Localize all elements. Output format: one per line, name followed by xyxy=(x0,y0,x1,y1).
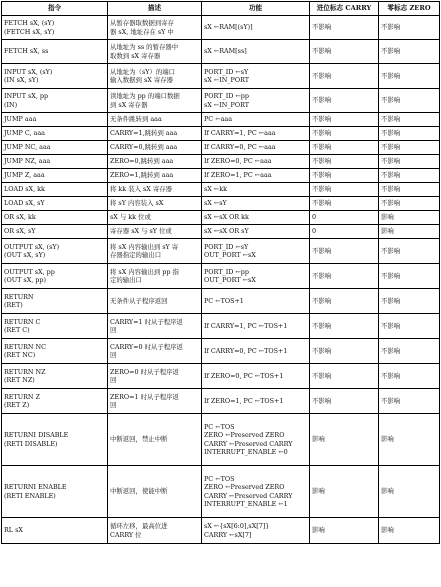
description-cell-line: 将 sY 内容装入 sX xyxy=(110,199,164,208)
table-row xyxy=(2,414,440,466)
function-cell-line: If CARRY=0, PC ←aaa xyxy=(204,143,276,152)
function-cell-line: CARRY ←Preserved CARRY xyxy=(204,491,293,500)
header-carry-flag: 进位标志 CARRY xyxy=(310,2,379,16)
description-cell-line: 将 sX 内容输出到 pp 指 xyxy=(110,267,179,276)
instruction-cell-line: OR sX, sY xyxy=(4,227,36,236)
description-cell xyxy=(108,169,202,183)
table-row xyxy=(2,127,440,141)
instruction-cell xyxy=(2,113,108,127)
description-cell xyxy=(108,155,202,169)
carry-flag-cell: 影响 xyxy=(310,466,379,518)
carry-flag-cell: 不影响 xyxy=(310,239,379,264)
description-cell-line: 从暂存器取数据到寄存 xyxy=(110,19,174,28)
instruction-cell-line: (FETCH sX, sY) xyxy=(4,27,55,36)
function-cell-line: PC ←aaa xyxy=(204,115,233,124)
table-row xyxy=(2,89,440,113)
instruction-cell-line: RETURNI ENABLE xyxy=(4,483,67,492)
description-cell xyxy=(108,518,202,544)
description-cell-line: 回 xyxy=(110,376,117,384)
instruction-cell-line: RETURN Z xyxy=(4,392,41,401)
function-cell-line: PORT_ID ←sY xyxy=(204,242,249,251)
zero-flag-cell: 不影响 xyxy=(379,113,440,127)
description-cell-line: CARRY=0,跳转到 aaa xyxy=(110,143,178,152)
function-cell-line: PORT_ID ←sY xyxy=(204,67,249,76)
function-cell-line: CARRY ←Preserved CARRY xyxy=(204,439,293,448)
function-cell xyxy=(202,155,310,169)
instruction-cell-line: (OUT sX, sY) xyxy=(4,251,46,259)
function-cell xyxy=(202,183,310,197)
zero-flag-cell: 不影响 xyxy=(379,339,440,364)
description-cell-line: 取数到 sX 寄存器 xyxy=(110,51,161,60)
function-cell xyxy=(202,414,310,466)
description-cell-line: 中断返回，使能中断 xyxy=(110,487,168,496)
function-cell-line: PORT_ID ←pp xyxy=(204,267,249,276)
description-cell-line: 寄存器 sX 与 sY 位或 xyxy=(110,227,172,236)
function-cell xyxy=(202,211,310,225)
description-cell xyxy=(108,141,202,155)
instruction-cell xyxy=(2,314,108,339)
zero-flag-cell: 不影响 xyxy=(379,40,440,64)
carry-flag-cell: 不影响 xyxy=(310,141,379,155)
zero-flag-cell: 不影响 xyxy=(379,239,440,264)
function-cell-line: OUT_PORT ←sX xyxy=(204,251,256,259)
function-cell-line: If ZERO=0, PC ←TOS+1 xyxy=(204,371,284,380)
carry-flag-cell: 不影响 xyxy=(310,16,379,40)
zero-flag-cell: 不影响 xyxy=(379,183,440,197)
carry-flag-cell: 不影响 xyxy=(310,339,379,364)
table-row xyxy=(2,40,440,64)
function-cell-line: PORT_ID ←pp xyxy=(204,92,249,101)
function-cell-line: INTERRUPT_ENABLE ←1 xyxy=(204,499,288,508)
instruction-cell xyxy=(2,89,108,113)
function-cell-line: sX ←sX OR sY xyxy=(204,227,249,236)
function-cell-line: sX ←sX OR kk xyxy=(204,213,249,222)
instruction-cell xyxy=(2,155,108,169)
instruction-cell-line: JUMP NC, aaa xyxy=(4,143,51,152)
instruction-cell xyxy=(2,264,108,289)
description-cell-line: CARRY=1 时从子程序返 xyxy=(110,317,183,326)
description-cell-line: 从地址为 ss 的暂存器中 xyxy=(110,43,179,52)
instruction-cell-line: LOAD sX, sY xyxy=(4,199,45,208)
description-cell xyxy=(108,113,202,127)
description-cell-line: CARRY=0 时从子程序返 xyxy=(110,342,183,351)
instruction-cell-line: (RET Z) xyxy=(4,401,30,409)
description-cell xyxy=(108,239,202,264)
zero-flag-cell: 不影响 xyxy=(379,314,440,339)
header-instruction: 指令 xyxy=(2,2,108,16)
function-cell-line: sX ←IN_PORT xyxy=(204,100,250,109)
instruction-cell xyxy=(2,414,108,466)
description-cell-line: 器 sX, 地址存在 sY 中 xyxy=(110,27,174,36)
function-cell-line: sX ←{sX[6:0],sX[7]} xyxy=(204,522,270,531)
function-cell-line: sX ←RAM[ss] xyxy=(204,47,247,56)
function-cell-line: PC ←TOS xyxy=(204,474,235,483)
carry-flag-cell: 不影响 xyxy=(310,89,379,113)
zero-flag-cell: 影响 xyxy=(379,466,440,518)
function-cell-line: ZERO ←Preserved ZERO xyxy=(204,431,285,440)
zero-flag-cell: 影响 xyxy=(379,518,440,544)
table-row xyxy=(2,169,440,183)
instruction-cell-line: (IN sX, sY) xyxy=(4,76,39,84)
description-cell-line: 读地址为 pp 的端口数据 xyxy=(110,92,180,101)
function-cell-line: If CARRY=1, PC ←aaa xyxy=(204,129,276,138)
function-cell xyxy=(202,466,310,518)
description-cell xyxy=(108,16,202,40)
function-cell xyxy=(202,518,310,544)
instruction-cell-line: (RETI ENABLE) xyxy=(4,491,56,500)
instruction-cell xyxy=(2,466,108,518)
instruction-cell xyxy=(2,183,108,197)
carry-flag-cell: 不影响 xyxy=(310,169,379,183)
instruction-cell-line: (RET C) xyxy=(4,326,30,334)
instruction-cell-line: LOAD sX, kk xyxy=(4,185,45,194)
carry-flag-cell: 不影响 xyxy=(310,113,379,127)
table-row xyxy=(2,155,440,169)
instruction-cell-line: (RET NC) xyxy=(4,351,36,359)
description-cell-line: 存器指定的输出口 xyxy=(110,251,162,259)
carry-flag-cell: 不影响 xyxy=(310,289,379,314)
zero-flag-cell: 不影响 xyxy=(379,264,440,289)
description-cell-line: ZERO=0,跳转到 aaa xyxy=(110,157,174,166)
table-row xyxy=(2,364,440,389)
zero-flag-cell: 不影响 xyxy=(379,389,440,414)
instruction-cell xyxy=(2,16,108,40)
description-cell xyxy=(108,466,202,518)
table-row xyxy=(2,183,440,197)
function-cell xyxy=(202,64,310,89)
carry-flag-cell: 影响 xyxy=(310,414,379,466)
instruction-cell-line: JUMP aaa xyxy=(4,115,37,124)
function-cell-line: If ZERO=0, PC ←aaa xyxy=(204,157,272,166)
instruction-cell xyxy=(2,339,108,364)
instruction-cell-line: RETURN C xyxy=(4,317,41,326)
instruction-cell-line: RETURN NC xyxy=(4,342,47,351)
function-cell-line: ZERO ←Preserved ZERO xyxy=(204,483,285,492)
instruction-cell xyxy=(2,518,108,544)
description-cell-line: 无条件跳转到 aaa xyxy=(110,115,162,124)
function-cell xyxy=(202,264,310,289)
instruction-cell-line: RETURN NZ xyxy=(4,367,46,376)
description-cell-line: 中断返回，禁止中断 xyxy=(110,435,168,444)
instruction-cell-line: INPUT sX, pp xyxy=(4,92,49,101)
description-cell-line: 从地址为（sY）的端口 xyxy=(110,67,176,76)
table-row xyxy=(2,314,440,339)
instruction-cell xyxy=(2,127,108,141)
instruction-cell-line: (RET) xyxy=(4,301,23,309)
function-cell-line: INTERRUPT_ENABLE ←0 xyxy=(204,447,288,456)
description-cell-line: ZERO=1 时从子程序返 xyxy=(110,392,179,401)
table-row xyxy=(2,16,440,40)
instruction-cell xyxy=(2,289,108,314)
zero-flag-cell: 影响 xyxy=(379,414,440,466)
function-cell xyxy=(202,127,310,141)
function-cell xyxy=(202,339,310,364)
instruction-cell-line: RL sX xyxy=(4,526,23,535)
instruction-cell-line: JUMP Z, aaa xyxy=(4,171,45,180)
function-cell-line: If CARRY=0, PC ←TOS+1 xyxy=(204,346,288,355)
description-cell-line: 回 xyxy=(110,326,117,334)
instruction-cell-line: OUTPUT sX, pp xyxy=(4,267,55,276)
carry-flag-cell: 不影响 xyxy=(310,364,379,389)
zero-flag-cell: 不影响 xyxy=(379,169,440,183)
function-cell xyxy=(202,389,310,414)
carry-flag-cell: 不影响 xyxy=(310,40,379,64)
instruction-cell-line: FETCH sX, ss xyxy=(4,47,49,56)
table-row xyxy=(2,518,440,544)
description-cell xyxy=(108,314,202,339)
zero-flag-cell: 不影响 xyxy=(379,89,440,113)
table-row xyxy=(2,239,440,264)
instruction-cell xyxy=(2,225,108,239)
function-cell-line: sX ←sY xyxy=(204,199,227,208)
header-zero-flag: 零标志 ZERO xyxy=(379,2,440,16)
description-cell xyxy=(108,127,202,141)
description-cell-line: sX 与 kk 位或 xyxy=(110,213,151,222)
table-body xyxy=(2,16,440,544)
table-row xyxy=(2,64,440,89)
table-row xyxy=(2,339,440,364)
table-row xyxy=(2,264,440,289)
instruction-cell xyxy=(2,389,108,414)
description-cell xyxy=(108,211,202,225)
instruction-cell xyxy=(2,64,108,89)
function-cell xyxy=(202,141,310,155)
instruction-cell-line: INPUT sX, (sY) xyxy=(4,67,53,76)
table-row xyxy=(2,389,440,414)
description-cell-line: 将 kk 装入 sX 寄存器 xyxy=(110,185,173,194)
function-cell xyxy=(202,225,310,239)
instruction-cell xyxy=(2,169,108,183)
instruction-cell xyxy=(2,40,108,64)
description-cell xyxy=(108,289,202,314)
table-row xyxy=(2,225,440,239)
header-function: 功能 xyxy=(202,2,310,16)
carry-flag-cell: 不影响 xyxy=(310,127,379,141)
header-description: 描述 xyxy=(108,2,202,16)
zero-flag-cell: 不影响 xyxy=(379,155,440,169)
instruction-cell-line: JUMP NZ, aaa xyxy=(4,157,51,166)
instruction-cell-line: (IN) xyxy=(4,100,18,109)
description-cell xyxy=(108,64,202,89)
instruction-table xyxy=(1,1,440,544)
function-cell-line: PC ←TOS xyxy=(204,422,235,431)
function-cell xyxy=(202,289,310,314)
description-cell-line: ZERO=1,跳转到 aaa xyxy=(110,171,174,180)
function-cell xyxy=(202,364,310,389)
description-cell-line: CARRY 位 xyxy=(110,530,142,539)
description-cell xyxy=(108,197,202,211)
description-cell-line: 将 sX 内容输出到 sY 寄 xyxy=(110,242,179,251)
instruction-cell-line: JUMP C, aaa xyxy=(4,129,45,138)
table-row xyxy=(2,113,440,127)
carry-flag-cell: 不影响 xyxy=(310,183,379,197)
zero-flag-cell: 不影响 xyxy=(379,364,440,389)
description-cell xyxy=(108,414,202,466)
carry-flag-cell: 不影响 xyxy=(310,155,379,169)
table-row xyxy=(2,141,440,155)
function-cell xyxy=(202,40,310,64)
table-row xyxy=(2,289,440,314)
carry-flag-cell: 0 xyxy=(310,225,379,239)
instruction-cell xyxy=(2,239,108,264)
instruction-cell-line: OUTPUT sX, (sY) xyxy=(4,242,60,251)
carry-flag-cell: 不影响 xyxy=(310,264,379,289)
table-row xyxy=(2,466,440,518)
carry-flag-cell: 不影响 xyxy=(310,197,379,211)
function-cell-line: sX ←RAM[(sY)] xyxy=(204,23,253,32)
instruction-cell-line: (OUT sX, pp) xyxy=(4,276,46,284)
description-cell-line: 回 xyxy=(110,351,117,359)
function-cell-line: sX ←kk xyxy=(204,185,227,194)
instruction-cell-line: (RETI DISABLE) xyxy=(4,439,58,448)
function-cell xyxy=(202,239,310,264)
instruction-cell-line: FETCH sX, (sY) xyxy=(4,19,55,28)
description-cell xyxy=(108,40,202,64)
zero-flag-cell: 不影响 xyxy=(379,141,440,155)
function-cell xyxy=(202,16,310,40)
description-cell-line: 无条件从子程序返回 xyxy=(110,296,168,305)
description-cell xyxy=(108,264,202,289)
description-cell xyxy=(108,364,202,389)
zero-flag-cell: 不影响 xyxy=(379,16,440,40)
description-cell-line: 回 xyxy=(110,401,117,409)
instruction-cell xyxy=(2,197,108,211)
function-cell xyxy=(202,169,310,183)
instruction-cell xyxy=(2,211,108,225)
carry-flag-cell: 不影响 xyxy=(310,389,379,414)
description-cell-line: CARRY=1,跳转到 aaa xyxy=(110,129,178,138)
description-cell-line: 到 sX 寄存器 xyxy=(110,100,148,109)
function-cell-line: CARRY ←sX[7] xyxy=(204,530,252,539)
function-cell-line: If ZERO=1, PC ←TOS+1 xyxy=(204,396,284,405)
description-cell-line: 输入数据到 sX 寄存器 xyxy=(110,76,174,84)
description-cell-line: ZERO=0 时从子程序返 xyxy=(110,367,179,376)
carry-flag-cell: 不影响 xyxy=(310,314,379,339)
table-row xyxy=(2,211,440,225)
function-cell-line: If ZERO=1, PC ←aaa xyxy=(204,171,272,180)
instruction-cell-line: OR sX, kk xyxy=(4,213,36,222)
zero-flag-cell: 影响 xyxy=(379,225,440,239)
zero-flag-cell: 不影响 xyxy=(379,289,440,314)
instruction-cell-line: RETURNI DISABLE xyxy=(4,431,69,440)
carry-flag-cell: 0 xyxy=(310,211,379,225)
table-header-row xyxy=(2,2,440,16)
function-cell-line: sX ←IN_PORT xyxy=(204,76,250,84)
function-cell xyxy=(202,197,310,211)
instruction-cell-line: RETURN xyxy=(4,292,34,301)
description-cell xyxy=(108,183,202,197)
description-cell-line: 定的输出口 xyxy=(110,276,142,284)
instruction-cell xyxy=(2,141,108,155)
table-row xyxy=(2,197,440,211)
description-cell-line: 循环左移，最高位进 xyxy=(110,522,168,531)
zero-flag-cell: 不影响 xyxy=(379,127,440,141)
description-cell xyxy=(108,89,202,113)
function-cell xyxy=(202,89,310,113)
carry-flag-cell: 影响 xyxy=(310,518,379,544)
zero-flag-cell: 不影响 xyxy=(379,197,440,211)
instruction-cell xyxy=(2,364,108,389)
function-cell xyxy=(202,113,310,127)
description-cell xyxy=(108,389,202,414)
zero-flag-cell: 不影响 xyxy=(379,64,440,89)
function-cell xyxy=(202,314,310,339)
description-cell xyxy=(108,339,202,364)
description-cell xyxy=(108,225,202,239)
function-cell-line: PC ←TOS+1 xyxy=(204,296,244,305)
carry-flag-cell: 不影响 xyxy=(310,64,379,89)
function-cell-line: If CARRY=1, PC ←TOS+1 xyxy=(204,321,288,330)
zero-flag-cell: 影响 xyxy=(379,211,440,225)
instruction-cell-line: (RET NZ) xyxy=(4,376,35,384)
function-cell-line: OUT_PORT ←sX xyxy=(204,276,256,284)
